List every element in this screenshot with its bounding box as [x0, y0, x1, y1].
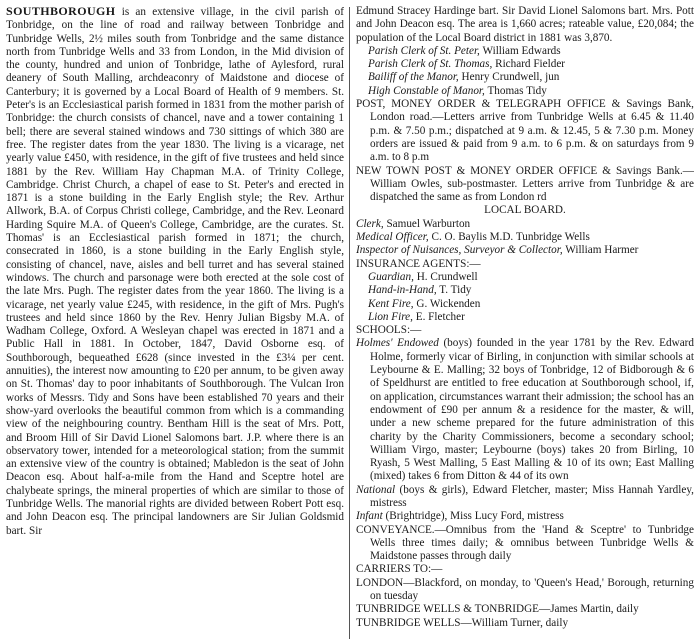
- post-office-paragraph: POST, MONEY ORDER & TELEGRAPH OFFICE & Savings Bank, London road.—Letters arrive from Tunbridge Wells at 6.45 & 11.40 p.m. & 7.50 p.m.; dispatched at 9 a.m. & 12.45, 5 & 7.30 p.m. Money orders are issued & paid from 9 a.m. to 6 p.m. & on saturdays from 9 a.m. to 8 p.m: [355, 98, 694, 164]
- insurance-row: Hand-in-Hand, T. Tidy: [367, 284, 472, 297]
- infant-school-paragraph: Infant (Brightridge), Miss Lucy Ford, mistress: [355, 510, 564, 523]
- carriers-heading: CARRIERS TO:—: [355, 563, 443, 576]
- area-paragraph: Edmund Stracey Hardinge bart. Sir David Lionel Salomons bart. Mrs. Pott and John Deacon esq. The area is 1,660 acres; rateable value, £20,084; the population of the Local Board district in 1881 was 3,870.: [355, 5, 694, 44]
- inspector-row: Inspector of Nuisances, Surveyor & Collector, William Harmer: [355, 244, 639, 257]
- insurance-row: Kent Fire, G. Wickenden: [367, 297, 481, 310]
- insurance-row: Guardian, H. Crundwell: [367, 270, 478, 283]
- schools-heading: SCHOOLS:—: [355, 324, 422, 337]
- insurance-agents-heading: INSURANCE AGENTS:—: [355, 257, 481, 270]
- new-town-post-office-paragraph: NEW TOWN POST & MONEY ORDER OFFICE & Savings Bank.—William Owles, sub-postmaster. Letters arrive from Tunbridge & are dispatched the same as from London rd: [355, 164, 694, 204]
- officials-list: [356, 45, 694, 98]
- left-column: [6, 5, 349, 639]
- entry-body: is an extensive village, in the civil parish of Tonbridge, on the line of road and railway between Tonbridge and Tunbridge Wells, 2½ miles south from Tonbridge and the same distance north from Tunbridge Wells and 33 from London, in the Mid division of the county, hundred and union of Tonbridge, lathe of Aylesford, rural deanery of South Malling, archdeaconry of Maidstone and diocese of Canterbury; it is governed by a Local Board of Health of 9 members. St. Peter's is an Ecclesiastical parish formed in 1831 from the mother parish of Tonbridge: the church consists of chancel, nave and a tower containing 1 bell; there are several stained windows and 730 sittings of which 380 are free. The register dates from the year 1830. The living is a vicarage, net yearly value £450, with residence, in the gift of five trustees and held since 1881 by the Rev. William Hay Chapman M.A. of Trinity College, Cambridge. Christ Church, a chapel of ease to St. Peter's and erected in 1871 is a stone building in the Early English style; the Rev. Arthur Allwork, B.A. of Corpus Christi college, Cambridge, and the Rev. Leonard Harding Squire M.A. of Queen's College, Cambridge, are the curates. St. Thomas' is an Ecclesiastical parish formed in 1871; the church, consecrated in 1860, is a stone building in the Early English style, consisting of chancel, nave, aisles and bell turret and has several stained windows. The church and parsonage were both erected at the sole cost of the late Mrs. Pugh. The register dates from the year 1860. The living is a vicarage, net yearly value £245, with residence, in the gift of Mrs. Pugh's trustees and held since 1860 by the Rev. Henry Julian Bigsby M.A. of Wadham College, Oxford. A Wesleyan chapel was erected in 1871 and a Public Hall in 1881. In October, 1847, David Osborne esq. of Southborough, bequeathed £628 (since invested in the £3¼ per cent. annuities), the interest now amounting to £20 per annum, to be given away on St. Thomas' day to poor inhabitants of Southborough. The Vulcan Iron works of Messrs. Tidy and Sons have been established 70 years and their show-yard overlooks the beautiful common from which is a commanding view of the neighbouring country. Bentham Hill is the seat of Mrs. Pott, and Broom Hill of Sir David Lionel Salomons bart. J.P. where there is an observatory tower, intended for a meteorological station; from the summit an extensive view of the country is obtained; Mabledon is the seat of John Deacon esq. About half-a-mile from the Hand and Sceptre hotel are chalybeate springs, the mineral properties of which are similar to those of Tunbridge Wells. The manorial rights are divided between Robert Pott esq. and John Deacon esq. The principal landowners are Sir Julian Goldsmid bart. Sir: [6, 6, 344, 537]
- right-column: [350, 5, 694, 639]
- entry-heading: SOUTHBOROUGH: [6, 5, 116, 18]
- insurance-row: Lion Fire, E. Fletcher: [367, 310, 465, 323]
- carrier-london-row: LONDON—Blackford, on monday, to 'Queen's Head,' Borough, returning on tuesday: [355, 576, 694, 603]
- medical-officer-row: Medical Officer, C. O. Baylis M.D. Tunbridge Wells: [355, 231, 590, 244]
- holmes-school-paragraph: Holmes' Endowed (boys) founded in the year 1781 by the Rev. Edward Holme, formerly vicar of Birling, in conjunction with similar schools at Leybourne & E. Malling; 32 boys of Tonbridge, 12 of Bidborough & 6 of Speldhurst are entitled to free education at Southborough school, if, on application, circumstances warrant their admission; the school has an endowment of £90 per annum & a residence for the master, & will, under a new scheme prepared for the future administration of this charity by the Charity Commissioners, become a secondary school; William Virgo, master; Leybourne (boys) takes 20 from Birling, 10 Ryash, 5 West Malling, 5 East Malling & 10 of its own; East Malling (mixed) takes 6 from Ditton & 44 of its own: [355, 337, 694, 483]
- local-board-heading: LOCAL BOARD.: [484, 204, 566, 217]
- carrier-tonbridge-row: TUNBRIDGE WELLS & TONBRIDGE—James Martin, daily: [355, 603, 639, 616]
- official-row: Parish Clerk of St. Thomas, Richard Fielder: [367, 58, 566, 71]
- clerk-row: Clerk, Samuel Warburton: [355, 217, 471, 230]
- national-school-paragraph: National (boys & girls), Edward Fletcher, master; Miss Hannah Yardley, mistress: [355, 483, 694, 509]
- southborough-entry: [6, 5, 344, 538]
- official-row: High Constable of Manor, Thomas Tidy: [367, 84, 547, 97]
- official-row: Parish Clerk of St. Peter, William Edwards: [367, 44, 561, 57]
- carrier-tunbridge-wells-row: TUNBRIDGE WELLS—William Turner, daily: [355, 616, 569, 629]
- conveyance-paragraph: CONVEYANCE.—Omnibus from the 'Hand & Sceptre' to Tunbridge Wells three times daily; & omnibus between Tunbridge Wells & Maidstone passes through daily: [355, 523, 694, 563]
- official-row: Bailiff of the Manor, Henry Crundwell, jun: [367, 71, 560, 84]
